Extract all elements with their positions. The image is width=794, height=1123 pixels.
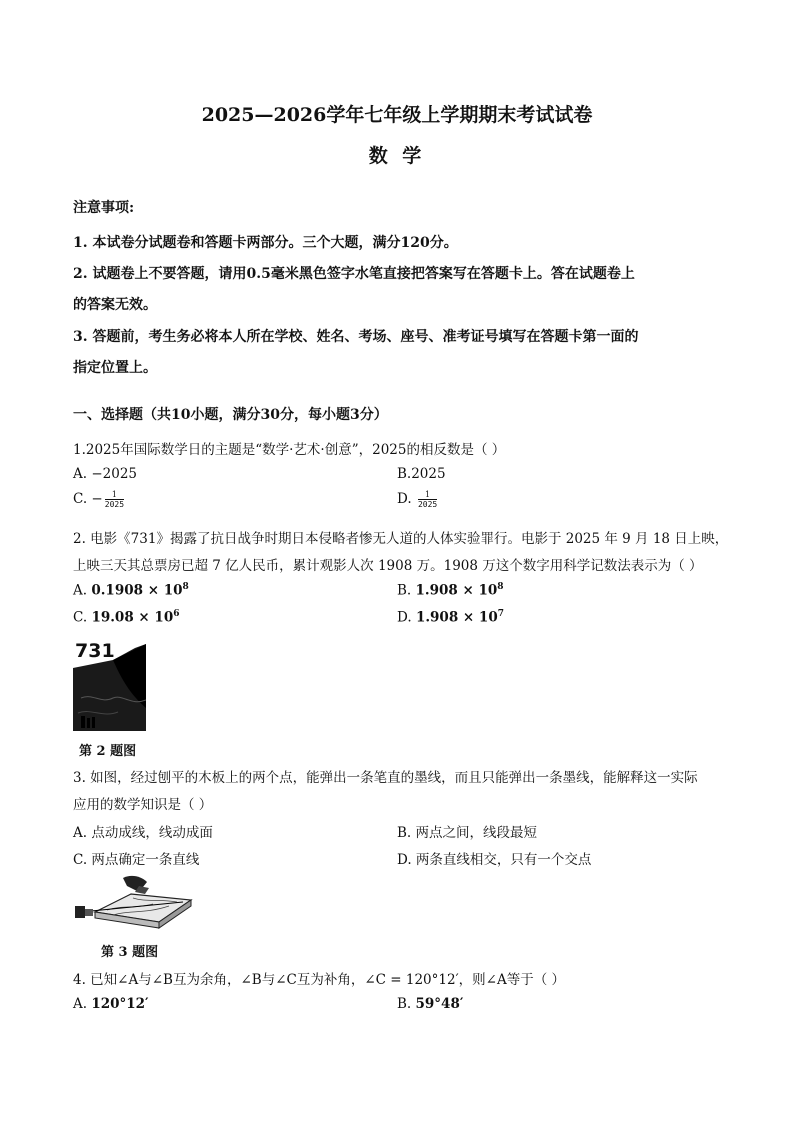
q1-option-d-denominator: 2025 (417, 500, 438, 509)
notes-item-3-line-2: 指定位置上。 (73, 360, 157, 376)
q1-option-c-numerator: 1 (105, 490, 124, 500)
q4-stem: 4. 已知∠A与∠B互为余角，∠B与∠C互为补角，∠C = 120°12′，则∠A等于（ ） (73, 972, 565, 988)
q1-option-c-fraction (105, 490, 124, 509)
q2-figure-caption: 第 2 题图 (79, 744, 137, 759)
q2-option-c-label: C. (73, 609, 92, 626)
section-1-heading: 一、选择题（共10小题，满分30分，每小题3分） (73, 407, 388, 423)
q3-stem-line-1: 3. 如图，经过刨平的木板上的两个点，能弹出一条笔直的墨线，而且只能弹出一条墨线，能解释这一实际 (73, 770, 698, 786)
q1-stem: 1.2025年国际数学日的主题是“数学·艺术·创意”，2025的相反数是（ ） (73, 442, 506, 458)
q2-option-b-base: 1.908 × 10 (415, 582, 498, 599)
q1-option-b: B.2025 (397, 466, 446, 482)
q1-option-c-denominator: 2025 (104, 500, 125, 509)
q3-option-a: A. 点动成线，线动成面 (73, 825, 213, 841)
q3-stem-line-2: 应用的数学知识是（ ） (73, 797, 213, 813)
notes-item-2-line-2: 的答案无效。 (73, 297, 157, 313)
q4-option-a-value: 120°12′ (91, 996, 149, 1012)
exam-subject: 数 学 (368, 145, 426, 167)
q3-option-c: C. 两点确定一条直线 (73, 852, 200, 868)
q2-option-a-base: 0.1908 × 10 (91, 582, 183, 599)
movie-poster-title: 731 (75, 640, 115, 662)
q4-option-b (397, 996, 463, 1012)
wood-board-figure (73, 872, 193, 934)
notes-item-1: 1. 本试卷分试题卷和答题卡两部分。三个大题，满分120分。 (73, 235, 458, 251)
q4-option-b-value: 59°48′ (415, 996, 464, 1012)
q1-option-c-prefix: C. − (73, 491, 103, 507)
q3-option-b: B. 两点之间，线段最短 (397, 825, 538, 841)
exam-title: 2025—2026学年七年级上学期期末考试试卷 (201, 104, 593, 126)
q4-option-a-label: A. (73, 996, 92, 1012)
q2-option-b-exponent: 8 (497, 582, 504, 592)
movie-poster-figure (73, 638, 146, 731)
notes-item-2-line-1: 2. 试题卷上不要答题，请用0.5毫米黑色签字水笔直接把答案写在答题卡上。答在试题卷上 (73, 266, 635, 282)
q4-option-a (73, 996, 149, 1012)
q2-option-c-base: 19.08 × 10 (91, 609, 174, 626)
q3-option-d: D. 两条直线相交，只有一个交点 (397, 852, 592, 868)
q2-option-c (73, 609, 179, 626)
q1-option-c (73, 490, 124, 509)
q1-option-d-prefix: D. (397, 491, 416, 507)
q2-option-a-label: A. (73, 582, 92, 599)
q2-stem-line-1: 2. 电影《731》揭露了抗日战争时期日本侵略者惨无人道的人体实验罪行。电影于 2025 年 9 月 18 日上映， (73, 531, 729, 547)
q2-option-b-label: B. (397, 582, 416, 599)
q2-option-d-label: D. (397, 609, 416, 626)
q2-option-d-exponent: 7 (497, 609, 504, 619)
notes-item-3-line-1: 3. 答题前，考生务必将本人所在学校、姓名、考场、座号、准考证号填写在答题卡第一面的 (73, 329, 639, 345)
q3-figure-caption: 第 3 题图 (101, 945, 159, 960)
q1-option-d-numerator: 1 (418, 490, 437, 500)
q2-stem-line-2: 上映三天其总票房已超 7 亿人民币，累计观影人次 1908 万。1908 万这个数字用科学记数法表示为（ ） (73, 558, 703, 574)
q1-option-a: A. −2025 (73, 466, 137, 482)
q4-option-b-label: B. (397, 996, 416, 1012)
notes-heading: 注意事项: (73, 200, 135, 216)
q2-option-b (397, 582, 504, 599)
q2-option-d (397, 609, 504, 626)
wood-board-image (73, 872, 193, 934)
q2-option-c-exponent: 6 (173, 609, 180, 619)
q2-option-d-base: 1.908 × 10 (415, 609, 498, 626)
q1-option-d-fraction (418, 490, 437, 509)
q1-option-d (397, 490, 437, 509)
q2-option-a-exponent: 8 (182, 582, 189, 592)
q2-option-a (73, 582, 189, 599)
movie-poster-image (73, 638, 146, 731)
